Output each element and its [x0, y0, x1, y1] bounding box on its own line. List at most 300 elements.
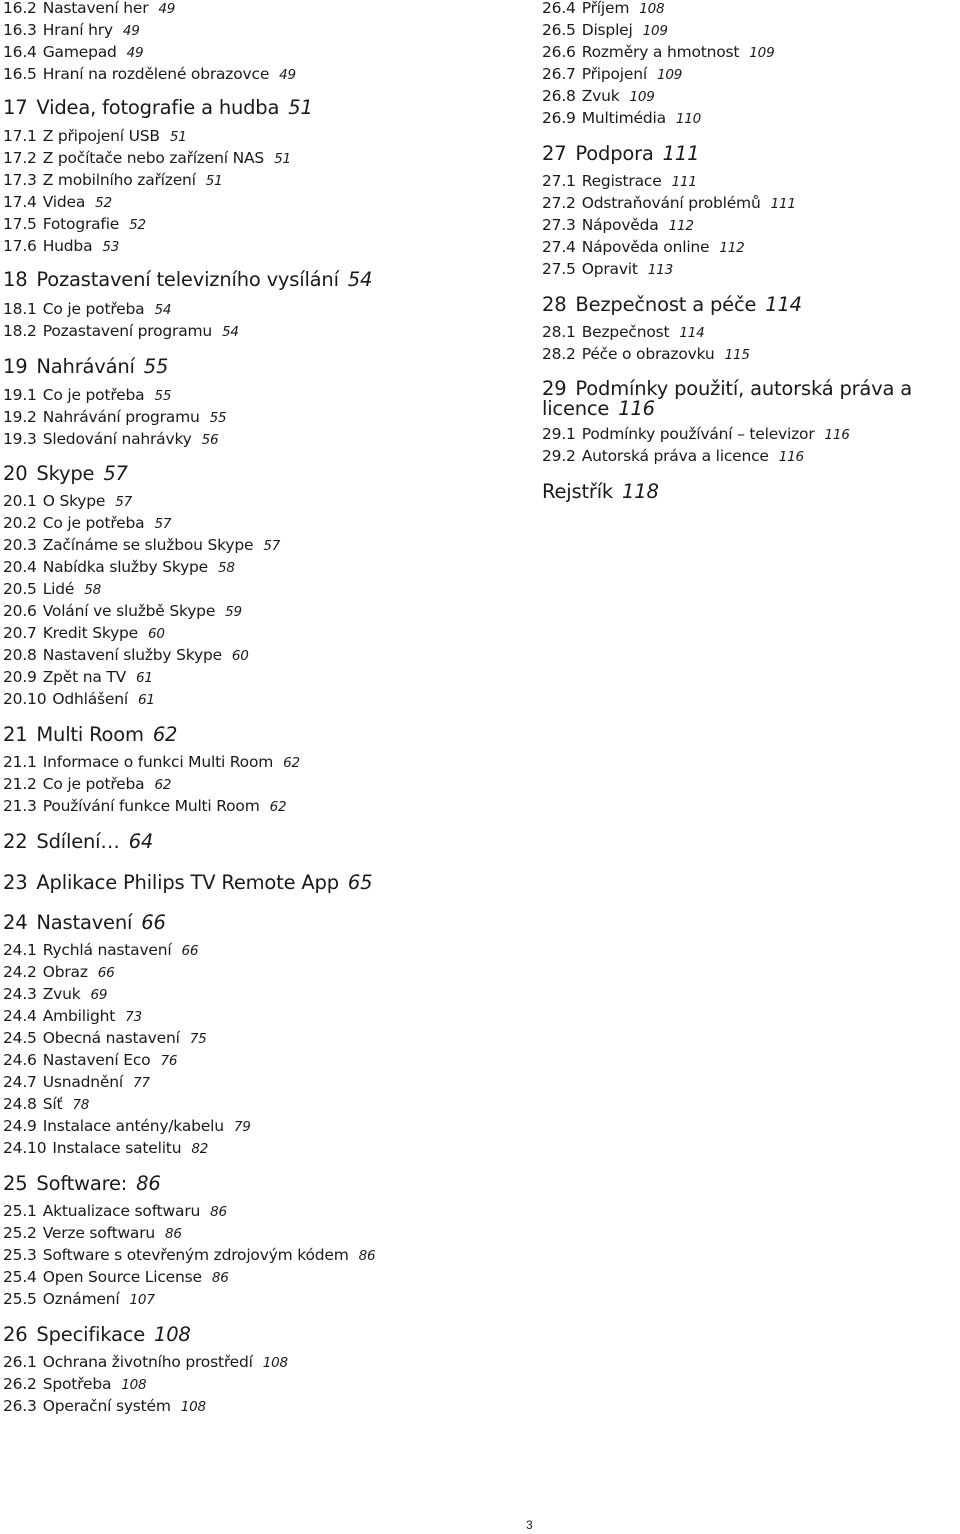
toc-title: Ambilight: [42, 1007, 116, 1025]
toc-entry[interactable]: [3, 20, 140, 41]
toc-entry[interactable]: [542, 424, 850, 445]
toc-page-number: 112: [668, 218, 694, 234]
toc-page-number: 110: [675, 111, 702, 127]
toc-entry[interactable]: [3, 1072, 150, 1093]
toc-number: 18.1: [3, 300, 37, 318]
toc-title: Kredit Skype: [42, 624, 139, 642]
toc-page-number: 64: [128, 830, 154, 853]
toc-page-number: 76: [160, 1053, 178, 1069]
toc-number: 16.3: [3, 21, 37, 39]
toc-title: Z mobilního zařízení: [42, 171, 196, 189]
toc-title: Zvuk: [581, 87, 620, 105]
toc-entry[interactable]: [3, 1050, 177, 1071]
toc-title: Aplikace Philips TV Remote App: [36, 871, 339, 894]
toc-number: 24: [3, 911, 28, 934]
toc-number: 24.8: [3, 1095, 37, 1113]
toc-page-number: 108: [180, 1399, 206, 1415]
toc-number: 26.5: [542, 21, 576, 39]
toc-entry[interactable]: [3, 940, 198, 961]
toc-number: 16.5: [3, 65, 37, 83]
toc-title: Opravit: [581, 260, 638, 278]
toc-title: Instalace antény/kabelu: [42, 1117, 224, 1135]
toc-title: Volání ve službě Skype: [42, 602, 216, 620]
toc-title: Usnadnění: [42, 1073, 123, 1091]
toc-page-number: 78: [72, 1097, 90, 1113]
toc-title: Nahrávání programu: [42, 408, 200, 426]
toc-title: Co je potřeba: [42, 386, 145, 404]
toc-number: 23: [3, 871, 28, 894]
toc-entry[interactable]: [3, 321, 239, 342]
toc-page-number: 108: [639, 1, 665, 17]
toc-title: Odhlášení: [52, 690, 128, 708]
toc-number: 19.3: [3, 430, 37, 448]
toc-page-number: 111: [662, 142, 700, 165]
toc-entry[interactable]: [3, 429, 218, 450]
toc-number: 25: [3, 1172, 28, 1195]
toc-number: 21.2: [3, 775, 37, 793]
toc-number: 20.2: [3, 514, 37, 532]
toc-title: Lidé: [42, 580, 75, 598]
toc-page-number: 73: [125, 1009, 142, 1025]
toc-entry[interactable]: [3, 752, 300, 773]
toc-entry[interactable]: [3, 1352, 288, 1373]
toc-page-number: 69: [90, 987, 108, 1003]
toc-title: Rejstřík: [542, 480, 614, 503]
toc-title: O Skype: [42, 492, 106, 510]
toc-entry[interactable]: [3, 984, 107, 1005]
toc-title: Zvuk: [42, 985, 81, 1003]
toc-title: Oznámení: [42, 1290, 120, 1308]
toc-title: Software:: [36, 1172, 128, 1195]
toc-chapter[interactable]: [3, 830, 153, 854]
toc-entry[interactable]: [3, 1223, 182, 1244]
toc-title: Z připojení USB: [42, 127, 160, 145]
toc-page-number: 86: [211, 1270, 229, 1286]
toc-number: 26.9: [542, 109, 576, 127]
toc-page-number: 57: [154, 516, 172, 532]
toc-entry[interactable]: [3, 148, 291, 169]
toc-page-number: 61: [137, 692, 155, 708]
toc-title: Příjem: [581, 0, 630, 17]
toc-entry[interactable]: [3, 623, 165, 644]
toc-entry[interactable]: [542, 215, 694, 236]
toc-page-number: 108: [154, 1323, 191, 1346]
toc-number: 26.7: [542, 65, 576, 83]
toc-chapter[interactable]: [542, 379, 960, 419]
toc-entry[interactable]: [3, 192, 112, 213]
toc-entry[interactable]: [3, 774, 171, 795]
toc-number: 25.2: [3, 1224, 37, 1242]
toc-page-number: 49: [126, 45, 144, 61]
toc-number: 27: [542, 142, 567, 165]
toc-title: Odstraňování problémů: [581, 194, 761, 212]
toc-title: Specifikace: [36, 1323, 146, 1346]
toc-number: 17.3: [3, 171, 37, 189]
toc-entry[interactable]: [3, 579, 101, 600]
toc-title: Aktualizace softwaru: [42, 1202, 201, 1220]
toc-title: Rychlá nastavení: [42, 941, 172, 959]
toc-number: 26.4: [542, 0, 576, 17]
toc-page-number: 66: [97, 965, 115, 981]
toc-title: Používání funkce Multi Room: [42, 797, 260, 815]
toc-title: Péče o obrazovku: [581, 345, 715, 363]
toc-title: Co je potřeba: [42, 775, 145, 793]
toc-chapter[interactable]: [3, 268, 372, 292]
toc-title: Obecná nastavení: [42, 1029, 180, 1047]
toc-number: 24.10: [3, 1139, 47, 1157]
toc-number: 24.7: [3, 1073, 37, 1091]
toc-title: Verze softwaru: [42, 1224, 156, 1242]
toc-number: 17.2: [3, 149, 37, 167]
toc-title: Začínáme se službou Skype: [42, 536, 254, 554]
toc-number: 17.6: [3, 237, 37, 255]
toc-entry[interactable]: [3, 0, 175, 19]
toc-page-number: 57: [263, 538, 281, 554]
page-number: 3: [526, 1518, 533, 1532]
toc-title: Obraz: [42, 963, 88, 981]
toc-page-number: 49: [122, 23, 140, 39]
toc-chapter[interactable]: [3, 723, 177, 747]
toc-title: Multi Room: [36, 723, 144, 746]
toc-number: 19.1: [3, 386, 37, 404]
toc-page-number: 57: [115, 494, 133, 510]
toc-page-number: 75: [189, 1031, 207, 1047]
toc-page-number: 55: [143, 355, 169, 378]
toc-number: 16.2: [3, 0, 37, 17]
toc-page-number: 82: [191, 1141, 209, 1157]
toc-title: Gamepad: [42, 43, 117, 61]
toc-title: Ochrana životního prostředí: [42, 1353, 253, 1371]
toc-title: Informace o funkci Multi Room: [42, 753, 274, 771]
toc-number: 21.3: [3, 797, 37, 815]
toc-page-number: 54: [347, 268, 373, 291]
toc-number: 20.1: [3, 492, 37, 510]
toc-number: 20.3: [3, 536, 37, 554]
toc-entry[interactable]: [3, 601, 242, 622]
toc-page-number: 59: [225, 604, 242, 620]
toc-page-number: 54: [222, 324, 239, 340]
toc-entry[interactable]: [3, 1094, 89, 1115]
toc-entry[interactable]: [3, 214, 146, 235]
toc-title: Z počítače nebo zařízení NAS: [42, 149, 265, 167]
toc-title: Registrace: [581, 172, 662, 190]
toc-entry[interactable]: [3, 170, 223, 191]
toc-number: 20.7: [3, 624, 37, 642]
toc-number: 20.9: [3, 668, 37, 686]
toc-number: 24.5: [3, 1029, 37, 1047]
toc-number: 26.8: [542, 87, 576, 105]
toc-entry[interactable]: [3, 1201, 227, 1222]
toc-number: 28.1: [542, 323, 576, 341]
toc-page-number: 51: [288, 96, 313, 119]
toc-number: 21: [3, 723, 28, 746]
toc-title: Hraní na rozdělené obrazovce: [42, 65, 270, 83]
toc-entry[interactable]: [3, 1116, 251, 1137]
toc-entry[interactable]: [542, 171, 697, 192]
toc-number: 24.4: [3, 1007, 37, 1025]
toc-number: 17.4: [3, 193, 37, 211]
toc-number: 29: [542, 377, 567, 400]
toc-entry[interactable]: [3, 385, 171, 406]
toc-entry[interactable]: [542, 259, 673, 280]
toc-number: 24.9: [3, 1117, 37, 1135]
toc-number: 20.10: [3, 690, 47, 708]
toc-title: Pozastavení programu: [42, 322, 213, 340]
toc-entry[interactable]: [3, 299, 171, 320]
toc-title: Videa, fotografie a hudba: [36, 96, 280, 119]
toc-chapter[interactable]: [3, 1323, 191, 1347]
toc-page-number: 109: [656, 67, 683, 83]
toc-title: Hraní hry: [42, 21, 113, 39]
toc-entry[interactable]: [3, 1396, 206, 1417]
toc-entry[interactable]: [542, 108, 701, 129]
toc-entry[interactable]: [3, 1245, 375, 1266]
toc-entry[interactable]: [542, 446, 804, 467]
toc-number: 16.4: [3, 43, 37, 61]
toc-number: 24.2: [3, 963, 37, 981]
toc-title: Nastavení služby Skype: [42, 646, 222, 664]
toc-entry[interactable]: [3, 1289, 155, 1310]
toc-title: Spotřeba: [42, 1375, 112, 1393]
toc-page-number: 118: [622, 480, 659, 503]
toc-number: 27.1: [542, 172, 576, 190]
toc-number: 18.2: [3, 322, 37, 340]
toc-title: Zpět na TV: [42, 668, 127, 686]
toc-page-number: 109: [642, 23, 668, 39]
toc-title: Sdílení…: [36, 830, 120, 853]
toc-page-number: 86: [136, 1172, 161, 1195]
toc-page-number: 66: [141, 911, 166, 934]
toc-entry[interactable]: [3, 1028, 206, 1049]
toc-entry[interactable]: [542, 86, 655, 107]
toc-page-number: 108: [121, 1377, 147, 1393]
toc-title: Podpora: [575, 142, 654, 165]
toc-page-number: 55: [209, 410, 227, 426]
toc-title: Nápověda online: [581, 238, 710, 256]
toc-page-number: 49: [279, 67, 296, 83]
toc-title: Co je potřeba: [42, 300, 145, 318]
toc-page-number: 107: [129, 1292, 155, 1308]
toc-number: 25.1: [3, 1202, 37, 1220]
toc-number: 27.3: [542, 216, 576, 234]
toc-entry[interactable]: [3, 407, 226, 428]
toc-entry[interactable]: [3, 1006, 142, 1027]
toc-page-number: 79: [233, 1119, 251, 1135]
toc-entry[interactable]: [3, 1374, 146, 1395]
toc-number: 28: [542, 293, 567, 316]
toc-page-number: 111: [671, 174, 697, 190]
toc-entry[interactable]: [3, 557, 235, 578]
toc-page-number: 58: [84, 582, 102, 598]
toc-entry[interactable]: [542, 322, 705, 343]
toc-number: 24.6: [3, 1051, 37, 1069]
toc-number: 19: [3, 355, 28, 378]
toc-page-number: 62: [283, 755, 300, 771]
toc-title: Podmínky použití, autorská práva a licence: [542, 377, 913, 420]
toc-title: Operační systém: [42, 1397, 171, 1415]
toc-page-number: 109: [749, 45, 775, 61]
toc-entry[interactable]: [542, 0, 664, 19]
toc-entry[interactable]: [542, 64, 682, 85]
toc-entry[interactable]: [542, 20, 668, 41]
toc-entry[interactable]: [3, 689, 155, 710]
toc-entry[interactable]: [3, 796, 286, 817]
toc-page-number: 60: [231, 648, 249, 664]
toc-number: 24.3: [3, 985, 37, 1003]
toc-page-number: 111: [770, 196, 796, 212]
toc-number: 22: [3, 830, 28, 853]
toc-page-number: 62: [154, 777, 172, 793]
toc-title: Videa: [42, 193, 86, 211]
toc-entry[interactable]: [3, 513, 171, 534]
toc-page-number: 56: [201, 432, 219, 448]
toc-title: Software s otevřeným zdrojovým kódem: [42, 1246, 349, 1264]
toc-entry[interactable]: [3, 1138, 208, 1159]
toc-page-number: 57: [103, 462, 128, 485]
toc-chapter[interactable]: [3, 871, 372, 895]
toc-page-number: 51: [169, 129, 187, 145]
toc-chapter[interactable]: [3, 96, 313, 120]
toc-title: Skype: [36, 462, 95, 485]
toc-title: Rozměry a hmotnost: [581, 43, 740, 61]
toc-page-number: 58: [218, 560, 235, 576]
toc-page-number: 86: [210, 1204, 227, 1220]
toc-entry[interactable]: [3, 535, 280, 556]
toc-title: Pozastavení televizního vysílání: [36, 268, 339, 291]
toc-page-number: 108: [262, 1355, 288, 1371]
toc-title: Podmínky používání – televizor: [581, 425, 815, 443]
toc-page-number: 116: [778, 449, 804, 465]
toc-title: Bezpečnost a péče: [575, 293, 757, 316]
toc-page-number: 113: [647, 262, 673, 278]
toc-title: Open Source License: [42, 1268, 202, 1286]
toc-page-number: 61: [136, 670, 153, 686]
toc-number: 20.5: [3, 580, 37, 598]
toc-number: 26.1: [3, 1353, 37, 1371]
toc-number: 29.2: [542, 447, 576, 465]
toc-entry[interactable]: [542, 344, 750, 365]
toc-number: 18: [3, 268, 28, 291]
toc-number: 26.2: [3, 1375, 37, 1393]
toc-title: Připojení: [581, 65, 647, 83]
toc-entry[interactable]: [3, 1267, 229, 1288]
toc-number: 21.1: [3, 753, 37, 771]
toc-page-number: 51: [274, 151, 291, 167]
toc-number: 20: [3, 462, 28, 485]
toc-page-number: 114: [765, 293, 802, 316]
toc-page-number: 52: [95, 195, 112, 211]
toc-chapter[interactable]: [542, 293, 802, 317]
toc-title: Síť: [42, 1095, 63, 1113]
toc-page-number: 49: [158, 1, 176, 17]
toc-number: 17.1: [3, 127, 37, 145]
toc-number: 24.1: [3, 941, 37, 959]
toc-title: Bezpečnost: [581, 323, 670, 341]
toc-number: 20.8: [3, 646, 37, 664]
toc-entry[interactable]: [542, 237, 745, 258]
toc-title: Nastavení: [36, 911, 133, 934]
toc-page-number: 115: [724, 347, 750, 363]
toc-title: Multimédia: [581, 109, 666, 127]
toc-title: Nápověda: [581, 216, 659, 234]
toc-chapter[interactable]: [3, 462, 128, 486]
toc-number: 20.6: [3, 602, 37, 620]
toc-page-number: 77: [133, 1075, 150, 1091]
toc-entry[interactable]: [542, 42, 774, 63]
toc-entry[interactable]: [3, 236, 119, 257]
toc-chapter[interactable]: [3, 355, 168, 379]
toc-page-number: 52: [129, 217, 146, 233]
toc-number: 27.2: [542, 194, 576, 212]
toc-entry[interactable]: [3, 126, 187, 147]
toc-chapter[interactable]: [3, 1172, 161, 1196]
toc-chapter[interactable]: [542, 142, 699, 166]
toc-number: 26: [3, 1323, 28, 1346]
toc-number: 17: [3, 96, 28, 119]
toc-title: Co je potřeba: [42, 514, 145, 532]
toc-entry[interactable]: [3, 962, 115, 983]
toc-page-number: 86: [165, 1226, 182, 1242]
toc-entry[interactable]: [3, 491, 132, 512]
toc-entry[interactable]: [3, 42, 143, 63]
toc-page-number: 116: [824, 427, 850, 443]
toc-page-number: 54: [154, 302, 172, 318]
toc-page-number: 112: [719, 240, 745, 256]
toc-number: 25.5: [3, 1290, 37, 1308]
toc-number: 29.1: [542, 425, 576, 443]
toc-page-number: 53: [102, 239, 120, 255]
toc-page-number: 62: [269, 799, 287, 815]
toc-entry[interactable]: [542, 193, 796, 214]
toc-number: 25.4: [3, 1268, 37, 1286]
toc-number: 26.3: [3, 1397, 37, 1415]
toc-title: Nastavení her: [42, 0, 149, 17]
toc-page-number: 86: [358, 1248, 376, 1264]
toc-page-number: 62: [152, 723, 178, 746]
toc-page-number: 65: [347, 871, 373, 894]
toc-title: Instalace satelitu: [52, 1139, 182, 1157]
toc-title: Displej: [581, 21, 633, 39]
toc-chapter[interactable]: [3, 911, 166, 935]
toc-title: Autorská práva a licence: [581, 447, 769, 465]
toc-title: Nabídka služby Skype: [42, 558, 209, 576]
toc-title: Nahrávání: [36, 355, 135, 378]
toc-chapter[interactable]: [542, 480, 659, 504]
toc-number: 28.2: [542, 345, 576, 363]
toc-page-number: 109: [629, 89, 655, 105]
toc-title: Fotografie: [42, 215, 120, 233]
toc-title: Nastavení Eco: [42, 1051, 151, 1069]
toc-page-number: 116: [618, 397, 655, 420]
toc-title: Hudba: [42, 237, 93, 255]
toc-number: 25.3: [3, 1246, 37, 1264]
toc-number: 20.4: [3, 558, 37, 576]
toc-number: 26.6: [542, 43, 576, 61]
toc-page-number: 51: [205, 173, 223, 189]
toc-page-number: 55: [154, 388, 172, 404]
toc-number: 19.2: [3, 408, 37, 426]
toc-page-number: 66: [181, 943, 199, 959]
toc-entry[interactable]: [3, 64, 296, 85]
toc-number: 17.5: [3, 215, 37, 233]
toc-number: 27.5: [542, 260, 576, 278]
toc-entry[interactable]: [3, 667, 153, 688]
toc-entry[interactable]: [3, 645, 249, 666]
toc-page-number: 114: [679, 325, 705, 341]
toc-page-number: 60: [148, 626, 165, 642]
toc-number: 27.4: [542, 238, 576, 256]
toc-title: Sledování nahrávky: [42, 430, 192, 448]
